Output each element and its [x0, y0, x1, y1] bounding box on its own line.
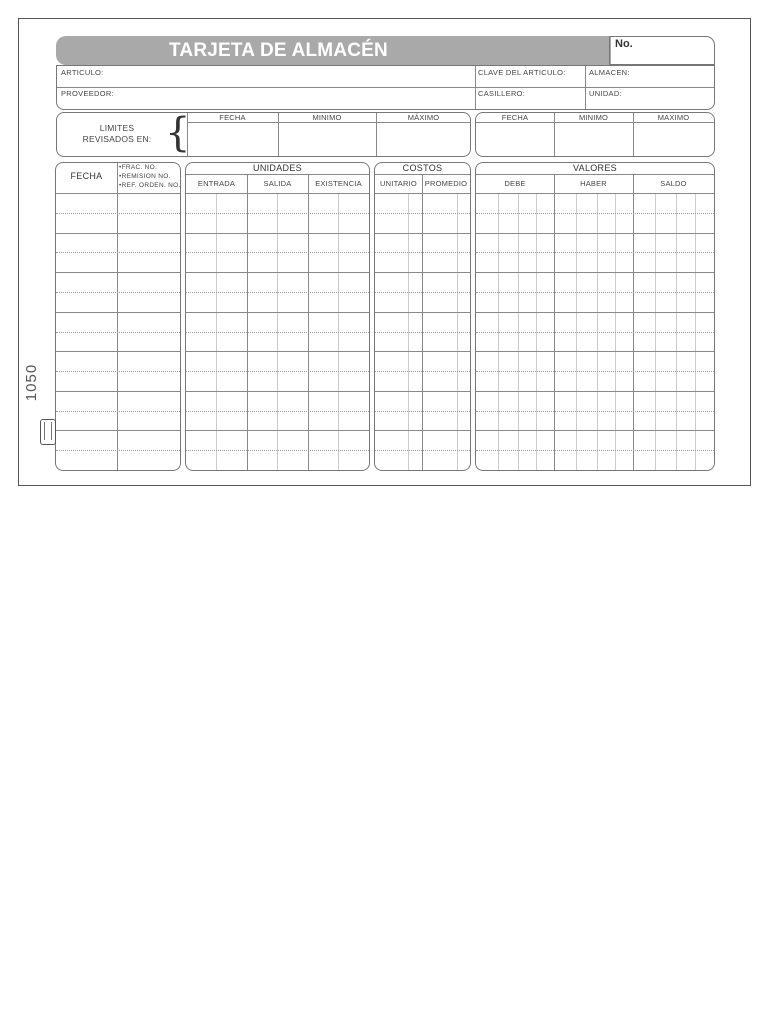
row-line: [476, 351, 714, 352]
costos-unitario: UNITARIO: [380, 179, 417, 188]
row-line: [375, 391, 470, 392]
row-line: [476, 292, 714, 293]
row-line: [476, 430, 714, 431]
fecha-refs-box: [55, 162, 181, 471]
valores-box: [475, 162, 715, 471]
limits-box-left: [56, 112, 471, 157]
proveedor-label: PROVEEDOR:: [61, 89, 115, 98]
limits-label-2: REVISADOS EN:: [82, 134, 152, 144]
row-line: [56, 450, 180, 451]
unidades-entrada: ENTRADA: [197, 179, 236, 188]
row-line: [186, 371, 369, 372]
row-line: [476, 272, 714, 273]
row-line: [56, 252, 180, 253]
row-line: [56, 272, 180, 273]
page-title: TARJETA DE ALMACÉN: [169, 40, 388, 61]
casillero-label: CASILLERO:: [478, 89, 526, 98]
row-line: [476, 371, 714, 372]
limits-right-maximo: MAXIMO: [657, 113, 690, 122]
row-line: [56, 371, 180, 372]
row-line: [375, 332, 470, 333]
row-line: [476, 411, 714, 412]
row-line: [56, 411, 180, 412]
ref-frac: •FRAC. NO.: [119, 164, 158, 171]
fecha-header: FECHA: [70, 171, 103, 181]
row-line: [186, 213, 369, 214]
valores-saldo: SALDO: [660, 179, 687, 188]
costos-promedio: PROMEDIO: [424, 179, 468, 188]
unidades-title: UNIDADES: [253, 163, 302, 173]
articulo-label: ARTICULO:: [61, 68, 104, 77]
row-line: [186, 351, 369, 352]
row-line: [186, 332, 369, 333]
row-line: [186, 312, 369, 313]
row-line: [56, 312, 180, 313]
ref-remision: •REMISION NO.: [119, 173, 171, 180]
row-line: [56, 391, 180, 392]
inventory-card: [18, 18, 751, 486]
row-line: [375, 233, 470, 234]
limits-left-minimo: MINIMO: [312, 113, 342, 122]
row-line: [186, 252, 369, 253]
row-line: [375, 411, 470, 412]
row-line: [186, 411, 369, 412]
row-line: [375, 213, 470, 214]
limits-right-fecha: FECHA: [501, 113, 529, 122]
limits-label-1: LIMITES: [99, 123, 135, 133]
row-line: [56, 213, 180, 214]
row-line: [476, 233, 714, 234]
row-line: [56, 332, 180, 333]
costos-box: [374, 162, 471, 471]
limits-right-minimo: MINIMO: [578, 113, 609, 122]
almacen-label: ALMACEN:: [589, 68, 630, 77]
clave-label: CLAVE DEL ARTICULO:: [478, 68, 566, 77]
article-info-box: [56, 65, 715, 110]
unidades-salida: SALIDA: [263, 179, 292, 188]
row-line: [56, 233, 180, 234]
costos-title: COSTOS: [402, 163, 443, 173]
row-line: [476, 312, 714, 313]
form-number: 1050: [23, 363, 41, 402]
row-line: [476, 332, 714, 333]
row-line: [375, 312, 470, 313]
unidades-box: [185, 162, 370, 471]
unidades-existencia: EXISTENCIA: [315, 179, 362, 188]
row-line: [375, 351, 470, 352]
limits-left-fecha: FECHA: [219, 113, 246, 122]
row-line: [186, 292, 369, 293]
row-line: [476, 391, 714, 392]
row-line: [186, 450, 369, 451]
row-line: [186, 430, 369, 431]
unidad-label: UNIDAD:: [589, 89, 622, 98]
valores-title: VALORES: [573, 163, 617, 173]
row-line: [56, 430, 180, 431]
row-line: [375, 430, 470, 431]
valores-debe: DEBE: [504, 179, 526, 188]
ref-orden: •REF. ORDEN. NO.: [119, 182, 181, 189]
row-line: [56, 292, 180, 293]
row-line: [56, 351, 180, 352]
row-line: [375, 272, 470, 273]
row-line: [186, 272, 369, 273]
row-line: [186, 391, 369, 392]
row-line: [375, 252, 470, 253]
row-line: [375, 371, 470, 372]
brace-icon: {: [165, 110, 191, 156]
row-line: [476, 450, 714, 451]
row-line: [375, 292, 470, 293]
card-number-label: No.: [615, 38, 633, 50]
publisher-logo: [40, 419, 56, 445]
limits-left-maximo: MÁXIMO: [407, 113, 440, 122]
row-line: [186, 233, 369, 234]
row-line: [476, 213, 714, 214]
row-line: [375, 450, 470, 451]
valores-haber: HABER: [580, 179, 607, 188]
limits-box-right: [475, 112, 715, 157]
row-line: [476, 252, 714, 253]
